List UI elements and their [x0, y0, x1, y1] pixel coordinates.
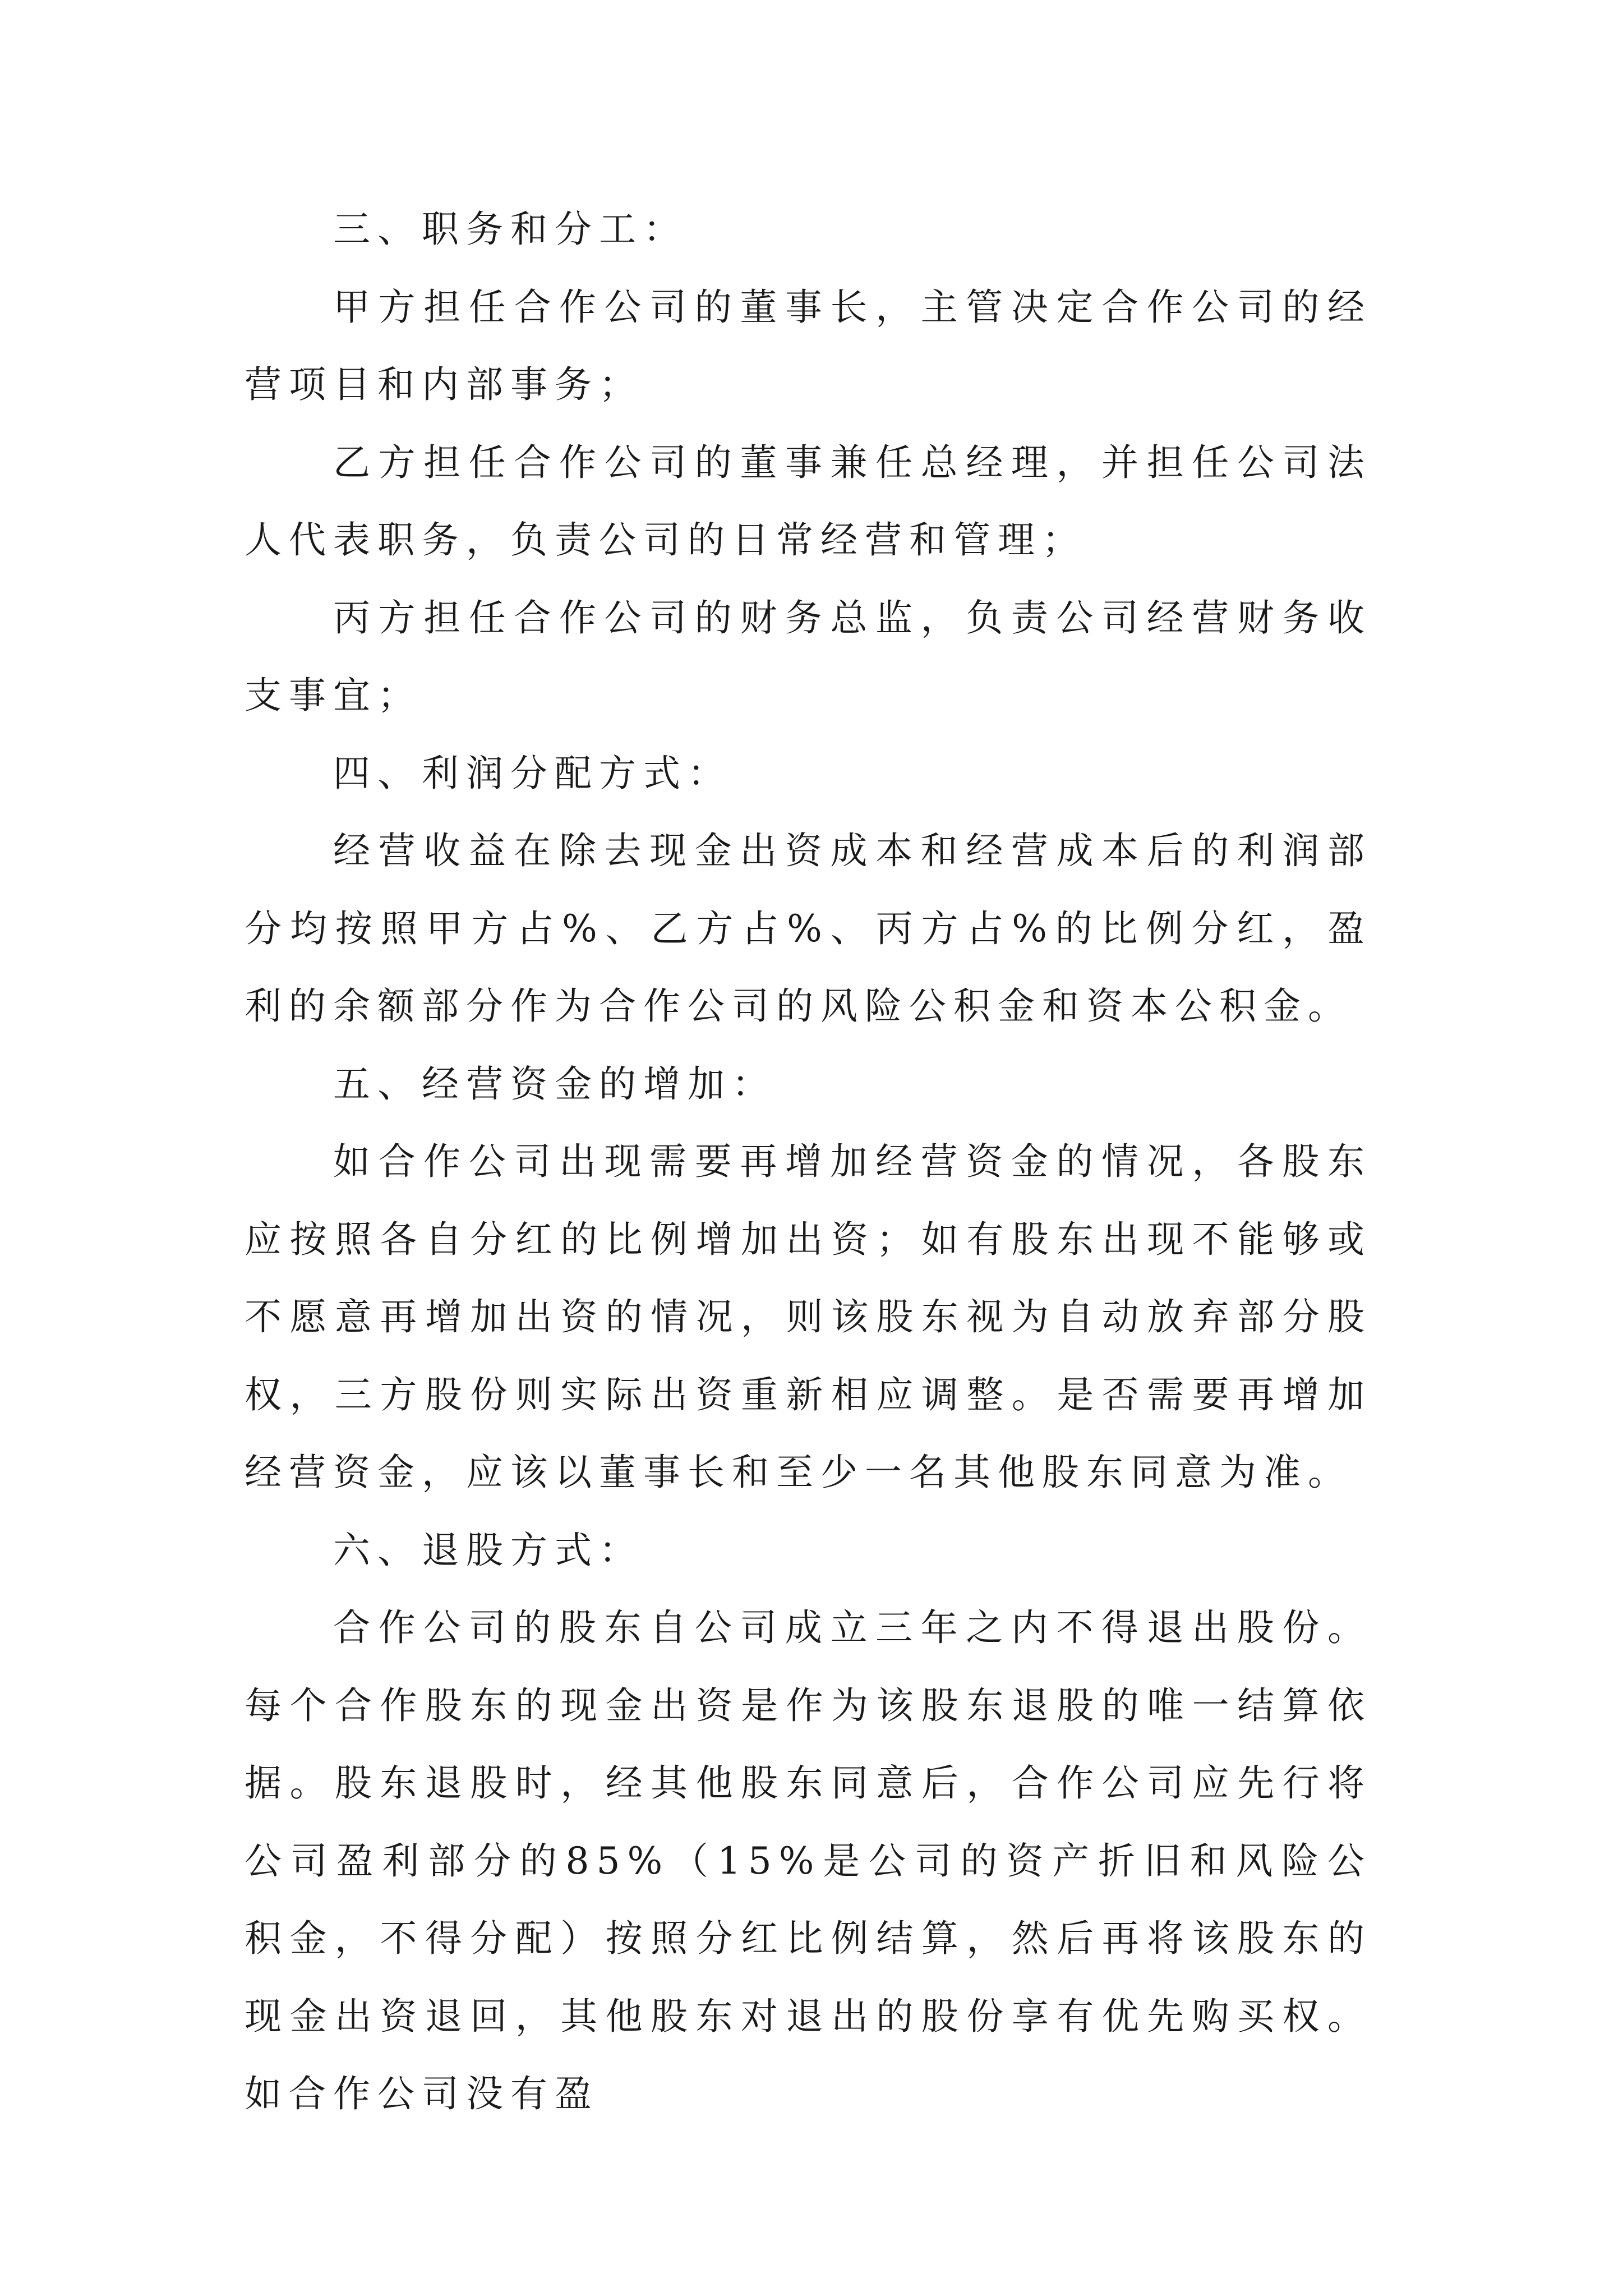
section-heading-capital: 五、经营资金的增加： — [333, 1062, 776, 1106]
paragraph-party-a-duty: 甲方担任合作公司的董事长，主管决定合作公司的经营项目和内部事务； — [245, 285, 1372, 406]
paragraph-party-c-duty: 丙方担任合作公司的财务总监，负责公司经营财务收支事宜； — [245, 596, 1372, 717]
paragraph-capital-increase: 如合作公司出现需要再增加经营资金的情况，各股东应按照各自分红的比例增加出资；如有股东出现不能够或不愿意再增加出资的情况，则该股东视为自动放弃部分股权，三方股份则实际出资重新相应调整。是否需要再增加经营资金，应该以董事长和至少一名其他股东同意为准。 — [245, 1140, 1372, 1494]
section-heading-duties: 三、职务和分工： — [333, 208, 688, 251]
paragraph-withdrawal: 合作公司的股东自公司成立三年之内不得退出股份。每个合作股东的现金出资是作为该股东退股的唯一结算依据。股东退股时，经其他股东同意后，合作公司应先行将公司盈利部分的85%（15%是公司的资产折旧和风险公积金，不得分配）按照分红比例结算，然后再将该股东的现金出资退回，其他股东对退出的股份享有优先购买权。如合作公司没有盈 — [245, 1606, 1372, 2115]
section-heading-profit: 四、利润分配方式： — [333, 751, 732, 795]
document-body — [245, 191, 1372, 2133]
section-heading-withdrawal: 六、退股方式： — [333, 1528, 643, 1572]
paragraph-profit-distribution: 经营收益在除去现金出资成本和经营成本后的利润部分均按照甲方占%、乙方占%、丙方占%的比例分红，盈利的余额部分作为合作公司的风险公积金和资本公积金。 — [245, 829, 1372, 1028]
paragraph-party-b-duty: 乙方担任合作公司的董事兼任总经理，并担任公司法人代表职务，负责公司的日常经营和管理； — [245, 440, 1372, 562]
